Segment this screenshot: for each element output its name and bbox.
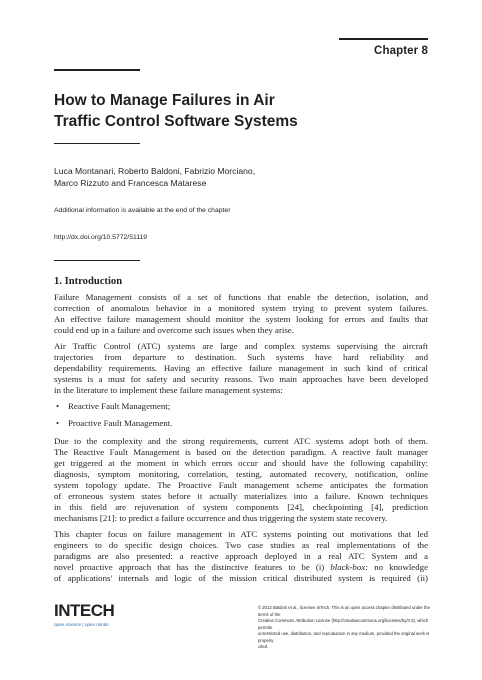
text-line: Air Traffic Control (ATC) systems are large and complex systems supervising the aircraft — [54, 341, 428, 352]
text-line: This chapter focus on failure management in ATC systems pointing out motivations that led — [54, 528, 428, 539]
license-line: © 2012 Baldoni et al., licensee InTech. This is an open access chapter distributed under the terms of the — [258, 605, 430, 617]
doi-rule — [54, 260, 140, 261]
text-line: trajectories from departure to destination. Such systems have hard reliability and — [54, 352, 428, 363]
title-top-rule — [54, 69, 140, 71]
text-line: mechanisms [21]: to predict a failure occurrence and thus triggering the system state recovery. — [54, 512, 388, 523]
logo-wordmark: INTECH — [54, 601, 115, 620]
text-line: systems is a must for safety and security reasons. Two main approaches have been developed — [54, 374, 428, 385]
text-line: in the literature to implement these failure management systems: — [54, 385, 283, 396]
license-line: unrestricted use, distribution, and reproduction in any medium, provided the original work is properly — [258, 631, 430, 643]
text-line: of erroneous system states before it actually materializes into a failure. Known techniques — [54, 490, 428, 501]
section-heading: 1. Introduction — [54, 276, 123, 287]
paragraph — [54, 529, 428, 584]
text-line: system topology update. The Proactive Fault management scheme anticipates the formation — [54, 479, 428, 490]
text-line: in this field are rejuvenation of system components [24], checkpointing [4], prediction — [54, 501, 428, 512]
text-line: get triggered at the moment in which errors occur and should have the following capability: — [54, 457, 428, 468]
emphasis: black-box: — [330, 562, 369, 573]
text-line: diagnosis, symptom monitoring, correlation, testing, automated recovery, notification, online — [54, 468, 428, 479]
list-item — [54, 401, 428, 412]
chapter-title — [54, 90, 354, 132]
title-bottom-rule — [54, 143, 140, 144]
logo-tagline: open science | open minds — [54, 622, 109, 627]
text-line: novel proactive approach that has the distinctive features to be (i) black-box: no knowledge — [54, 562, 428, 573]
author-list — [54, 165, 354, 189]
text-line: dependability requirements. Having an effective failure management in such kind of critical — [54, 363, 428, 374]
text-line: of applications' internals and logic of the mission critical distributed system is required (ii) — [54, 573, 428, 584]
text-line: paradigms are also presented: a reactive approach deployed in a real ATC System and a — [54, 550, 428, 561]
paragraph — [54, 436, 428, 524]
additional-info: Additional information is available at the end of the chapter — [54, 207, 231, 214]
text-line: could end up in a failure and overcome such issues when they arise. — [54, 325, 294, 336]
authors-line-2: Marco Rizzuto and Francesca Matarese — [54, 178, 207, 188]
text-line: An effective failure management should monitor the system looking for errors and faults that — [54, 314, 428, 325]
doi-link[interactable]: http://dx.doi.org/10.5772/51119 — [54, 234, 148, 241]
text-line: Due to the complexity and the strong requirements, current ATC systems adopt both of them. — [54, 435, 428, 446]
paragraph — [54, 292, 428, 336]
text-line: Failure Management consists of a set of functions that enable the detection, isolation, and — [54, 292, 428, 302]
license-line: cited. — [258, 644, 269, 649]
text-line: The Reactive Fault Management is based on the detection paradigm. A reactive fault manager — [54, 446, 428, 457]
body-text — [54, 292, 428, 589]
license-notice — [258, 605, 434, 651]
license-line: Creative Commons Attribution License (http://creativecommons.org/licenses/by/3.0), which permits — [258, 618, 429, 630]
list-item-text: Proactive Fault Management. — [68, 418, 173, 429]
chapter-rule — [339, 38, 428, 40]
paragraph — [54, 341, 428, 396]
bullet-icon: • — [56, 401, 60, 412]
bullet-icon: • — [56, 418, 60, 429]
title-line-2: Traffic Control Software Systems — [54, 113, 298, 130]
list-item-text: Reactive Fault Management; — [68, 401, 171, 412]
text-line: engineers to do specific design choices. Two case studies as real implementations of the — [54, 539, 428, 550]
list-item — [54, 418, 428, 429]
intech-logo — [54, 602, 124, 627]
authors-line-1: Luca Montanari, Roberto Baldoni, Fabrizio Morciano, — [54, 166, 256, 176]
bullet-list — [54, 401, 428, 429]
text-line: correction of anomalous behavior in a monitored system trying to prevent system failures. — [54, 303, 428, 314]
title-line-1: How to Manage Failures in Air — [54, 92, 275, 109]
chapter-label: Chapter 8 — [374, 45, 428, 57]
